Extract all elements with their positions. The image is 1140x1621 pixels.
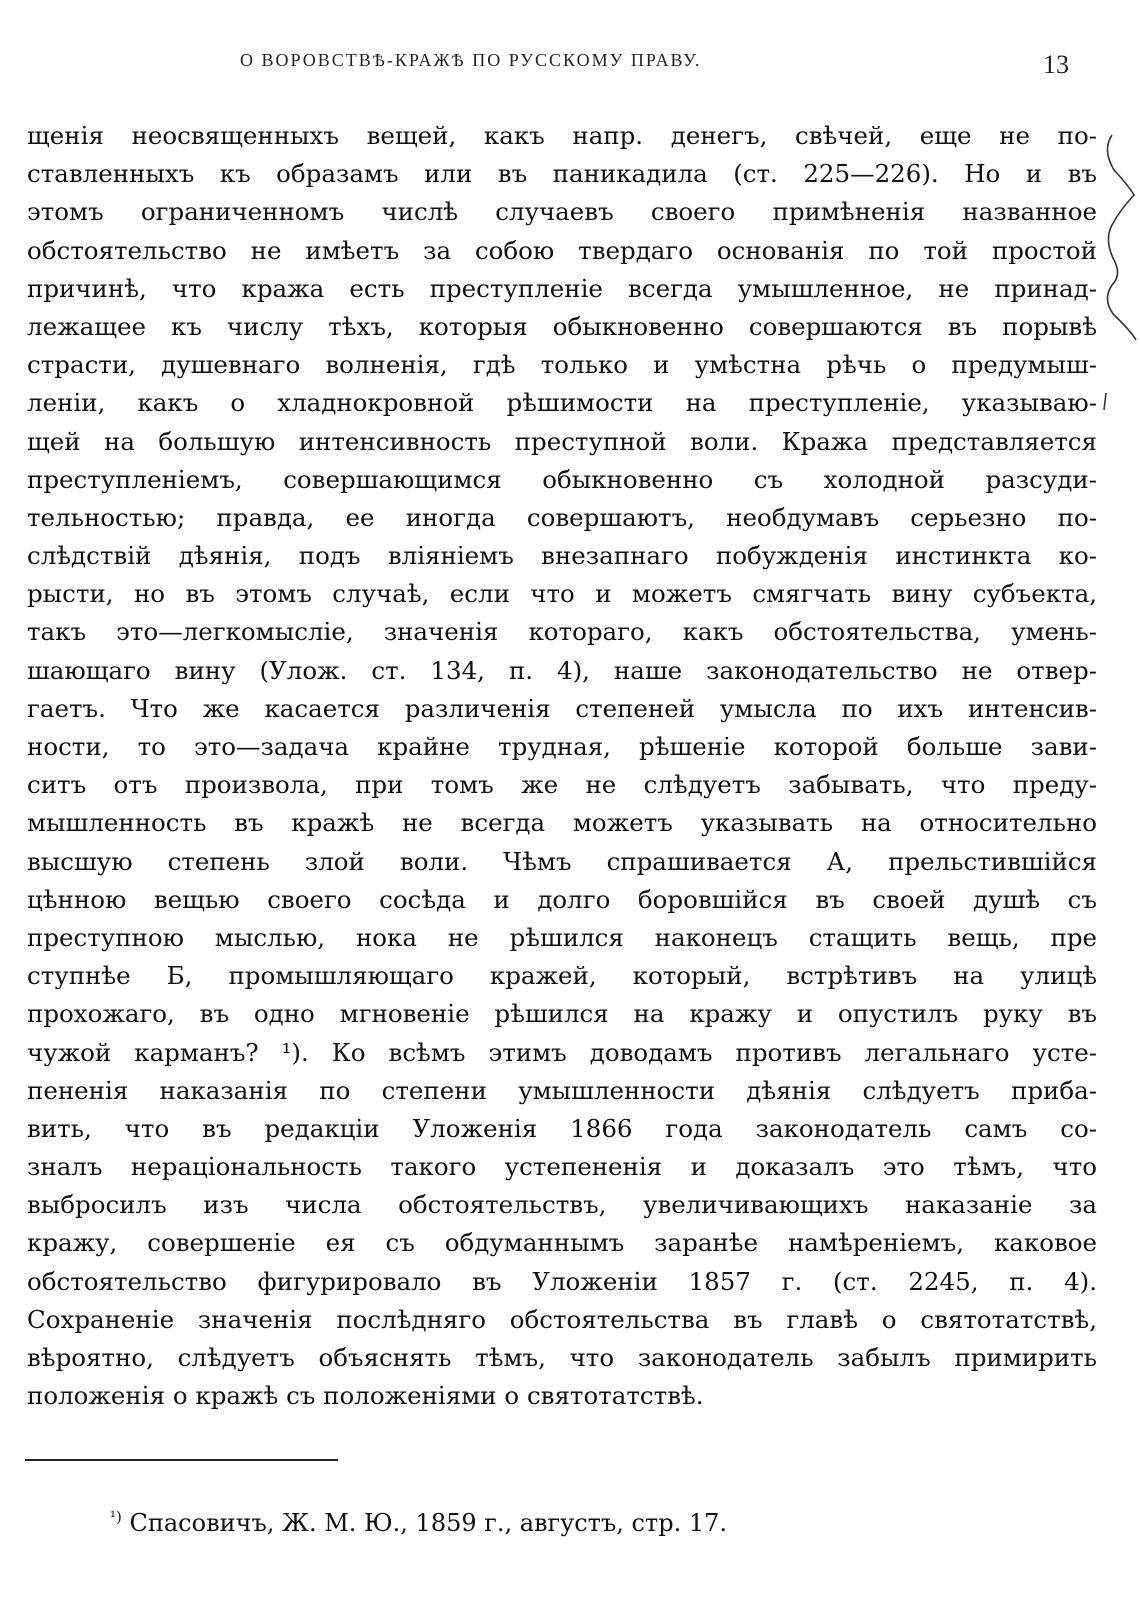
text-line: прохожаго, въ одно мгновеніе рѣшился на кражу и опустилъ руку въ	[27, 999, 1097, 1029]
page-number: 13	[1043, 50, 1069, 79]
footnote-text: Спасовичъ, Ж. М. Ю., 1859 г., августъ, стр. 17.	[129, 1509, 727, 1537]
text-line: ситъ отъ произвола, при томъ же не слѣдуетъ забывать, что преду-	[27, 770, 1097, 800]
text-line: цѣнною вещью своего сосѣда и долго боровшійся въ своей душѣ съ	[27, 884, 1097, 914]
text-line: такъ это—легкомысліе, значенія котораго, какъ обстоятельства, умень-	[27, 617, 1097, 647]
text-line: гаетъ. Что же касается различенія степеней умысла по ихъ интенсив-	[27, 693, 1097, 723]
text-line: слѣдствій дѣянія, подъ вліяніемъ внезапнаго побужденія инстинкта ко-	[27, 541, 1097, 571]
body-paragraph	[27, 117, 1097, 1415]
text-line: этомъ ограниченномъ числѣ случаевъ своего примѣненія названное	[27, 197, 1097, 227]
text-line: вѣроятно, слѣдуетъ объяснять тѣмъ, что законодатель забылъ примирить	[27, 1343, 1097, 1372]
text-line: преступною мыслью, нока не рѣшился наконецъ стащить вещь, пре	[27, 922, 1097, 952]
text-line: пененія наказанія по степени умышленности дѣянія слѣдуетъ приба-	[27, 1075, 1097, 1105]
text-line: лежащее къ числу тѣхъ, которыя обыкновенно совершаются въ порывѣ	[27, 311, 1097, 341]
text-line: мышленность въ кражѣ не всегда можетъ указывать на относительно	[27, 808, 1097, 838]
running-title: О ВОРОВСТВѢ-КРАЖѢ ПО РУССКОМУ ПРАВУ.	[240, 50, 702, 70]
text-line: преступленіемъ, совершающимся обыкновенно съ холодной разсуди-	[27, 464, 1097, 494]
text-line: рысти, но въ этомъ случаѣ, если что и можетъ смягчать вину субъекта,	[27, 579, 1097, 609]
text-line: высшую степень злой воли. Чѣмъ спрашивается А, прельстившійся	[27, 846, 1097, 876]
text-line: ступнѣе Б, промышляющаго кражей, который, встрѣтивъ на улицѣ	[27, 961, 1097, 991]
text-line: леніи, какъ о хладнокровной рѣшимости на преступленіе, указываю-	[27, 388, 1097, 418]
text-line: страсти, душевнаго волненія, гдѣ только и умѣстна рѣчь о предумыш-	[27, 350, 1097, 380]
text-line: причинѣ, что кража есть преступленіе всегда умышленное, не принад-	[27, 273, 1097, 303]
text-line: Сохраненіе значенія послѣдняго обстоятельства въ главѣ о святотатствѣ,	[27, 1304, 1097, 1334]
text-line: щенія неосвященныхъ вещей, какъ напр. денегъ, свѣчей, еще не по-	[27, 121, 1097, 150]
footnote-marker: ¹)	[110, 1508, 122, 1526]
text-line: ставленныхъ къ образамъ или въ паникадила (ст. 225—226). Но и въ	[27, 159, 1097, 189]
text-line: щей на большую интенсивность преступной воли. Кража представляется	[27, 426, 1097, 456]
text-line: ности, то это—задача крайне трудная, рѣшеніе которой больше зави-	[27, 732, 1097, 761]
text-line: тельностью; правда, ее иногда совершаютъ, необдумавъ серьезно по-	[27, 502, 1097, 532]
text-line: обстоятельство не имѣетъ за собою твердаго основанія по той простой	[27, 235, 1097, 265]
text-line: чужой карманъ? ¹). Ко всѣмъ этимъ доводамъ противъ легальнаго усте-	[27, 1037, 1097, 1067]
text-line: шающаго вину (Улож. ст. 134, п. 4), наше законодательство не отвер-	[27, 655, 1097, 685]
text-line: выбросилъ изъ числа обстоятельствъ, увеличивающихъ наказаніе за	[27, 1190, 1097, 1220]
text-line: зналъ нераціональность такого устепененія и доказалъ это тѣмъ, что	[27, 1152, 1097, 1182]
text-line: обстоятельство фигурировало въ Уложеніи 1857 г. (ст. 2245, п. 4).	[27, 1266, 1097, 1296]
margin-bracket-mark	[1100, 125, 1140, 425]
footnote-rule	[25, 1459, 338, 1461]
text-line: положенія о кражѣ съ положеніями о святотатствѣ.	[27, 1381, 704, 1411]
text-line: вить, что въ редакціи Уложенія 1866 года законодатель самъ со-	[27, 1113, 1097, 1143]
text-line: кражу, совершеніе ея съ обдуманнымъ заранѣе намѣреніемъ, каковое	[27, 1228, 1097, 1258]
footnote	[110, 1500, 727, 1540]
